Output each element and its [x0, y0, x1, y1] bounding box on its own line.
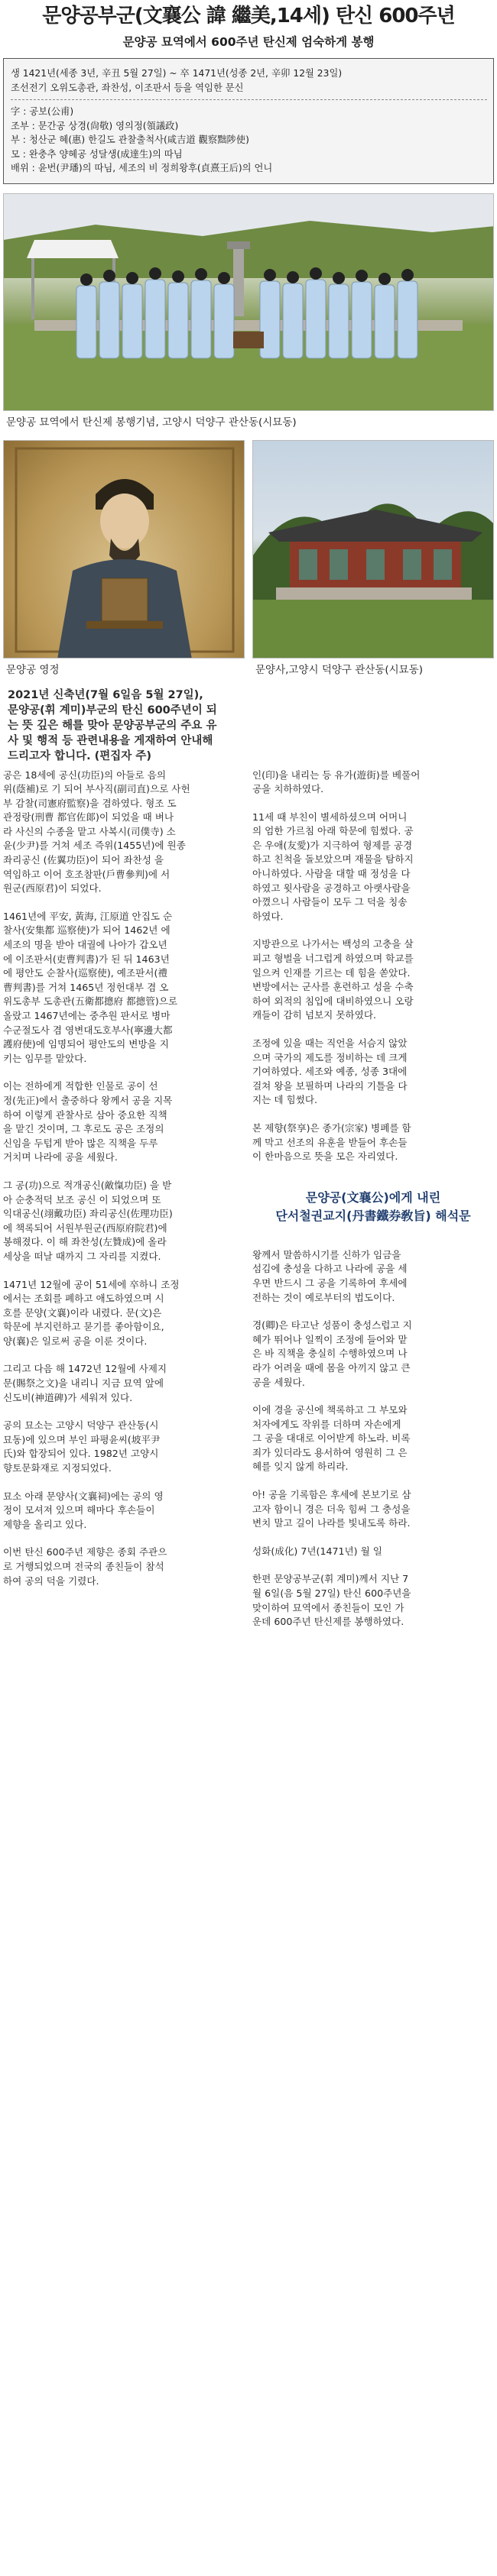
- intro-line: 2021년 신축년(7월 6일음 5월 27일),: [8, 688, 203, 701]
- portrait-illustration: [4, 441, 245, 659]
- profile-divider: [11, 99, 487, 100]
- profile-family-line: 배위 : 윤번(尹璠)의 따님, 세조의 비 정희왕후(貞熹王后)의 언니: [11, 163, 273, 173]
- profile-family-line: 모 : 완충추 양혜공 성달생(成達生)의 따님: [11, 148, 183, 160]
- article-line: 묘소 아래 문양사(文襄祠)에는 공의 영: [3, 1490, 164, 1502]
- intro-line: 사 및 행적 등 관련내용을 게재하여 안내해: [8, 734, 213, 747]
- portrait-block: [3, 440, 245, 680]
- article-line: 그 공(功)으로 적개공신(敵愾功臣) 을 받: [3, 1179, 172, 1191]
- article-title: 문양공부군(文襄公 諱 繼美,14세) 탄신 600주년: [42, 5, 455, 28]
- article-line: 피고 형벌을 너그럽게 하였으며 학교를: [252, 953, 414, 965]
- article-line: 부 감찰(司憲府監察)을 겸하였다. 형조 도: [3, 797, 177, 809]
- article-line: 그 공을 대대로 이어받게 하노라. 비록: [252, 1432, 411, 1445]
- article-line: 라가 어려울 때에 몸을 아끼지 않고 큰: [252, 1361, 411, 1374]
- article-line: 본 제향(祭享)은 종가(宗家) 병폐를 함: [252, 1121, 411, 1134]
- article-line: 거치며 나라에 공을 세웠다.: [3, 1151, 118, 1163]
- article-line: 지는 데 힘썼다.: [252, 1094, 318, 1106]
- article-line: 을 맡긴 것이며, 그 후로도 공은 조정의: [3, 1123, 164, 1135]
- intro-line: 는 뜻 깊은 해를 맞아 문양공부군의 주요 유: [8, 719, 217, 732]
- paragraph-gap: [3, 1165, 245, 1179]
- profile-family-line: 부 : 청산군 혜(惠) 한길도 관찰출척사(咸吉道 觀察黜陟使): [11, 134, 249, 145]
- article-line: 지방관으로 나가서는 백성의 고충을 살: [252, 938, 414, 950]
- article-line: 키는 임무를 맡았다.: [3, 1052, 87, 1064]
- paragraph-gap: [252, 1023, 494, 1037]
- portrait-photo: [3, 440, 245, 659]
- paragraph-gap: [252, 1164, 494, 1178]
- paragraph-gap: [3, 1264, 245, 1278]
- article-line: 운데 600주년 탄신제를 봉행하였다.: [252, 1616, 404, 1628]
- article-line: 아! 공을 기록함은 후세에 본보기로 삼: [252, 1489, 411, 1501]
- article-line: 공의 묘소는 고양시 덕양구 관산동(시: [3, 1419, 159, 1432]
- article-line: 이에 경을 공신에 책록하고 그 부모와: [252, 1404, 408, 1416]
- article-line: 변치 말고 길이 나라를 빛내도록 하라.: [252, 1517, 411, 1529]
- paragraph-gap: [3, 1348, 245, 1362]
- profile-family-line: 字 : 공보(公甫): [11, 106, 74, 117]
- article-line: 수군절도사 겸 영변대도호부사(寧邊大都: [3, 1024, 173, 1036]
- paragraph-gap: [3, 1066, 245, 1079]
- article-line: 라 사신의 수종을 맡고 사복시(司僕寺) 소: [3, 825, 176, 837]
- portrait-caption: 문양공 영정: [6, 663, 60, 676]
- article-line: 문(賜祭之文)을 내리니 지금 묘역 앞에: [3, 1377, 164, 1390]
- article-line: 로 거행되었으며 전국의 종친들이 참석: [3, 1561, 164, 1572]
- article-line: 정(先正)에서 출중하다 왕께서 공을 지목: [3, 1094, 173, 1106]
- article-line: 11세 때 부친이 별세하셨으며 어머니: [252, 811, 408, 823]
- article-line: 역임하고 이어 호조참판(戶曹參判)에 서: [3, 868, 171, 880]
- article-line: 죄가 있더라도 용서하여 영원히 그 은: [252, 1446, 408, 1458]
- intro-line: 문양공(휘 계미)부군의 탄신 600주년이 되: [8, 704, 217, 717]
- article-line: 氏)와 합장되어 있다. 1982년 고양시: [3, 1448, 159, 1460]
- article-line: 하여 외적의 침입에 대비하였으니 오랑: [252, 995, 414, 1007]
- article-line: 신도비(神道碑)가 세워져 있다.: [3, 1391, 133, 1403]
- photo-row: [3, 440, 494, 680]
- article-line: 이번 탄신 600주년 제향은 종회 주관으: [3, 1546, 167, 1558]
- section-subheading-line: 단서철권교지(丹書鐵券敎旨) 해석문: [275, 1208, 471, 1223]
- article-line: 인(印)을 내리는 등 유가(遊街)를 베풀어: [252, 769, 421, 781]
- article-line: 세조의 명을 받아 대궐에 나아가 갑오년: [3, 939, 167, 951]
- paragraph-gap: [252, 924, 494, 937]
- ceremony-photo: [3, 193, 494, 411]
- article-line: 에 책록되어 서원부원군(西原府院君)에: [3, 1222, 167, 1234]
- article-line: 정이 모셔져 있으며 해마다 후손들이: [3, 1504, 155, 1516]
- article-line: 이는 전하에게 적합한 인물로 공이 선: [3, 1080, 158, 1092]
- article-line: 양(襄)은 일로써 공을 이룬 것이다.: [3, 1335, 148, 1347]
- article-line: 맞이하여 묘역에서 종친들이 모인 가: [252, 1601, 404, 1613]
- article-line: 경(卿)은 타고난 성품이 충성스럽고 지: [252, 1319, 412, 1332]
- article-line: 에서는 조회를 폐하고 애도하였으며 시: [3, 1293, 164, 1305]
- article-line: 으며 국가의 제도를 정비하는 데 크게: [252, 1051, 408, 1063]
- article-line: 봉해졌다. 이 해 좌찬성(左贊成)에 올라: [3, 1236, 167, 1248]
- profile-line: 생 1421년(세종 3년, 辛丑 5월 27일) ~ 卒 1471년(성종 2년, 辛卯 12월 23일): [11, 68, 343, 79]
- article-line: 묘동)에 있으며 부인 파평윤씨(坡平尹: [3, 1433, 161, 1445]
- article-line: 혜가 뛰어나 일찍이 조정에 들어와 맡: [252, 1333, 408, 1345]
- article-line: 일으켜 인재를 기르는 데 힘을 쏟았다.: [252, 966, 411, 979]
- article-line: 하여 이렇게 관찰사로 삼아 중요한 직책: [3, 1108, 167, 1121]
- article-line: 그리고 다음 해 1472년 12월에 사제지: [3, 1363, 167, 1375]
- paragraph-gap: [252, 1531, 494, 1545]
- article-line: 찰사(安集都 巡察使)가 되어 1462년 에: [3, 924, 171, 937]
- article-line: 위(蔭補)로 기 되어 부사직(副司直)으로 사헌: [3, 783, 190, 795]
- article-body: [3, 769, 494, 1629]
- profile-box: [3, 58, 494, 184]
- article-line: 은 우애(友愛)가 지극하여 형제를 공경: [252, 839, 413, 851]
- article-line: 에 이조판서(吏曹判書)가 된 뒤 1463년: [3, 953, 170, 965]
- article-line: 관정랑(刑曹 都官佐郞)이 되었을 때 벼나: [3, 811, 174, 824]
- article-line: 공은 18세에 공신(功臣)의 아들로 음의: [3, 769, 167, 781]
- shrine-caption: 문양사,고양시 덕양구 관산동(시묘동): [255, 663, 424, 676]
- article-line: 은 바 직책을 충실히 수행하였으며 나: [252, 1348, 408, 1360]
- paragraph-gap: [252, 1235, 494, 1248]
- article-line: 처자에게도 작위를 더하며 자손에게: [252, 1418, 401, 1430]
- article-line: 하였다.: [252, 910, 284, 922]
- article-line: 하고 친척을 돌보았으며 재물을 탐하지: [252, 853, 414, 866]
- article-line: 공을 세웠다.: [252, 1376, 305, 1388]
- article-line: 캐들이 감히 넘보지 못하였다.: [252, 1009, 376, 1021]
- article-line: 세상을 떠날 때까지 그 자리를 지켰다.: [3, 1250, 161, 1262]
- article-line: 하였고 윗사람을 공경하고 아랫사람을: [252, 882, 411, 894]
- paragraph-gap: [252, 1108, 494, 1121]
- ceremony-photo-illustration: [4, 194, 494, 411]
- paragraph-gap: [252, 1390, 494, 1403]
- article-line: 좌리공신 (佐翼功臣)이 되어 좌찬성 을: [3, 854, 164, 866]
- article-line: 원군(西原君)이 되었다.: [3, 882, 102, 895]
- article-line: 걸쳐 왕을 보필하며 나라의 기틀을 다: [252, 1079, 408, 1092]
- article-line: 1461년에 平安, 黃海, 江原道 안집도 순: [3, 910, 173, 922]
- article-line: 기여하였다. 세조와 예종, 성종 3대에: [252, 1066, 408, 1078]
- paragraph-gap: [252, 1474, 494, 1488]
- article-line: 월 6일(음 5월 27일) 탄신 600주년을: [252, 1587, 411, 1600]
- section-subheading-line: 문양공(文襄公)에게 내린: [305, 1189, 441, 1205]
- article-line: 1471년 12월에 공이 51세에 卒하니 조정: [3, 1278, 180, 1290]
- article-line: 護府使)에 임명되어 평안도의 변방을 지: [3, 1038, 169, 1050]
- article-line: 께 막고 선조의 유훈을 받들어 후손들: [252, 1136, 408, 1148]
- article-line: 향토문화재로 지정되었다.: [3, 1462, 112, 1474]
- paragraph-gap: [3, 1405, 245, 1419]
- paragraph-gap: [252, 1305, 494, 1319]
- article-line: 이 한마음으로 뜻을 모은 자리였다.: [252, 1150, 398, 1163]
- article-column-left: [3, 769, 245, 1629]
- article-line: 윤(少尹)를 거쳐 세조 즉위(1455년)에 원종: [3, 840, 186, 852]
- shrine-block: [252, 440, 494, 680]
- article-line: 공을 치하하였다.: [252, 783, 324, 795]
- article-line: 위도총부 도총관(五衛都摠府 都摠管)으로: [3, 995, 178, 1008]
- article-line: 올랐고 1467년에는 중추원 판서로 병마: [3, 1010, 171, 1021]
- profile-family-line: 조부 : 문간공 상경(尙敬) 영의정(領議政): [11, 120, 179, 131]
- article-line: 曹判書)를 거쳐 1465년 정헌대부 겸 오: [3, 981, 169, 993]
- article-line: 혜를 잊지 않게 하리라.: [252, 1461, 349, 1473]
- article-line: 의 엄한 가르침 아래 학문에 힘썼다. 공: [252, 825, 414, 837]
- article-line: 전하는 것이 예로부터의 법도이다.: [252, 1291, 395, 1303]
- article-line: 한편 문양공부군(휘 계미)께서 지난 7: [252, 1573, 409, 1585]
- shrine-illustration: [253, 441, 494, 659]
- intro-text: [8, 688, 245, 764]
- article-line: 조정에 있을 때는 직언을 서슴지 않았: [252, 1037, 408, 1049]
- article-line: 익대공신(翊戴功臣) 좌리공신(佐理功臣): [3, 1208, 173, 1220]
- shrine-photo: [252, 440, 494, 659]
- article-column-right: [252, 769, 494, 1629]
- paragraph-gap: [3, 1532, 245, 1545]
- article-subtitle: 문양공 묘역에서 600주년 탄신제 엄숙하게 봉행: [122, 35, 375, 49]
- intro-section: [3, 688, 494, 764]
- article-line: 호를 문양(文襄)이라 내렸다. 문(文)은: [3, 1306, 162, 1319]
- article-line: 신임을 두텁게 받아 많은 직책을 두루: [3, 1137, 158, 1149]
- ceremony-photo-caption: 문양공 묘역에서 탄신제 봉행기념, 고양시 덕양구 관산동(시묘동): [6, 416, 297, 429]
- article-line: 고자 함이니 경은 더욱 힘써 그 충성을: [252, 1503, 411, 1515]
- paragraph-gap: [252, 797, 494, 811]
- article-line: 왕께서 말씀하시기를 신하가 임금을: [252, 1248, 401, 1260]
- paragraph-gap: [252, 1558, 494, 1572]
- article-line: 하여 공의 덕을 기렸다.: [3, 1574, 99, 1587]
- article-line: 성화(成化) 7년(1471년) 월 일: [252, 1545, 382, 1557]
- article-line: 섬김에 충성을 다하고 나라에 공을 세: [252, 1263, 408, 1275]
- article-line: 에 평안도 순찰사(巡察使), 예조판서(禮: [3, 967, 167, 979]
- section-subheading: [252, 1189, 494, 1225]
- intro-line: 드리고자 합니다. (편집자 주): [8, 749, 151, 762]
- article-line: 우면 반드시 그 공을 기록하여 후세에: [252, 1277, 408, 1289]
- article-line: 학문에 부지런하고 묻기를 좋아함이요,: [3, 1321, 164, 1333]
- profile-line: 조선전기 오위도총관, 좌찬성, 이조판서 등을 역임한 문신: [11, 82, 244, 93]
- article-line: 변방에서는 군사를 훈련하고 성을 수축: [252, 981, 414, 993]
- article-line: 아니하였다. 사람을 대할 때 정성을 다: [252, 868, 411, 880]
- paragraph-gap: [3, 1476, 245, 1490]
- article-line: 제향을 올리고 있다.: [3, 1518, 87, 1530]
- article-line: 아 순충적덕 보조 공신 이 되었으며 또: [3, 1193, 161, 1205]
- paragraph-gap: [3, 896, 245, 910]
- article-line: 아꼈으니 사람들이 모두 그 덕을 칭송: [252, 896, 408, 908]
